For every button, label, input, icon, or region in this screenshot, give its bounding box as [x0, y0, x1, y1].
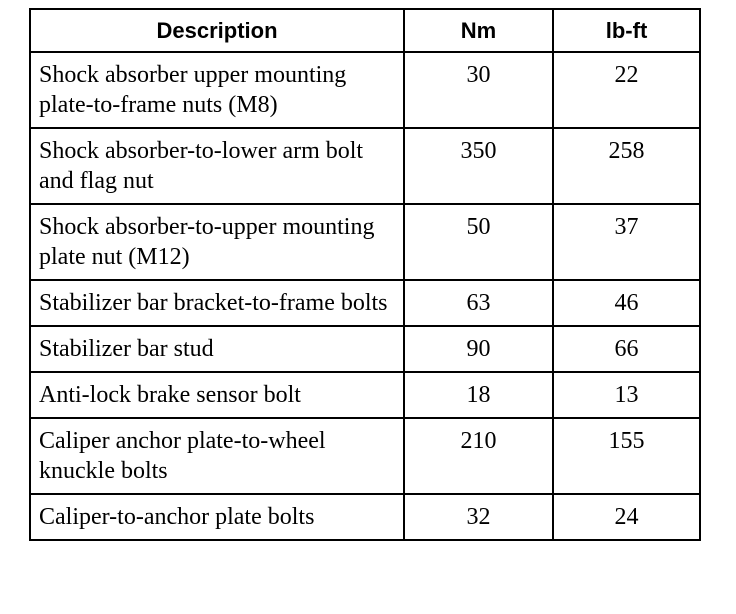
- cell-description: Shock absorber upper mounting plate-to-frame nuts (M8): [30, 52, 404, 128]
- cell-nm: 30: [404, 52, 553, 128]
- table-row: [30, 52, 700, 128]
- column-header-description: Description: [30, 9, 404, 52]
- cell-description: Shock absorber-to-lower arm bolt and flag nut: [30, 128, 404, 204]
- cell-nm: 18: [404, 372, 553, 418]
- column-header-lbft: lb-ft: [553, 9, 700, 52]
- cell-description: Caliper-to-anchor plate bolts: [30, 494, 404, 540]
- cell-lbft: 24: [553, 494, 700, 540]
- table-header-row: [30, 9, 700, 52]
- torque-specifications-table: [29, 8, 701, 541]
- cell-nm: 210: [404, 418, 553, 494]
- table-row: [30, 372, 700, 418]
- table-row: [30, 128, 700, 204]
- table-row: [30, 280, 700, 326]
- cell-nm: 63: [404, 280, 553, 326]
- cell-description: Caliper anchor plate-to-wheel knuckle bolts: [30, 418, 404, 494]
- cell-nm: 90: [404, 326, 553, 372]
- table-row: [30, 494, 700, 540]
- cell-nm: 32: [404, 494, 553, 540]
- cell-lbft: 22: [553, 52, 700, 128]
- cell-lbft: 66: [553, 326, 700, 372]
- cell-lbft: 13: [553, 372, 700, 418]
- cell-lbft: 46: [553, 280, 700, 326]
- table-row: [30, 326, 700, 372]
- column-header-nm: Nm: [404, 9, 553, 52]
- cell-nm: 50: [404, 204, 553, 280]
- cell-lbft: 155: [553, 418, 700, 494]
- cell-description: Anti-lock brake sensor bolt: [30, 372, 404, 418]
- cell-lbft: 258: [553, 128, 700, 204]
- cell-lbft: 37: [553, 204, 700, 280]
- table-row: [30, 418, 700, 494]
- cell-description: Stabilizer bar stud: [30, 326, 404, 372]
- cell-nm: 350: [404, 128, 553, 204]
- cell-description: Stabilizer bar bracket-to-frame bolts: [30, 280, 404, 326]
- cell-description: Shock absorber-to-upper mounting plate nut (M12): [30, 204, 404, 280]
- table-row: [30, 204, 700, 280]
